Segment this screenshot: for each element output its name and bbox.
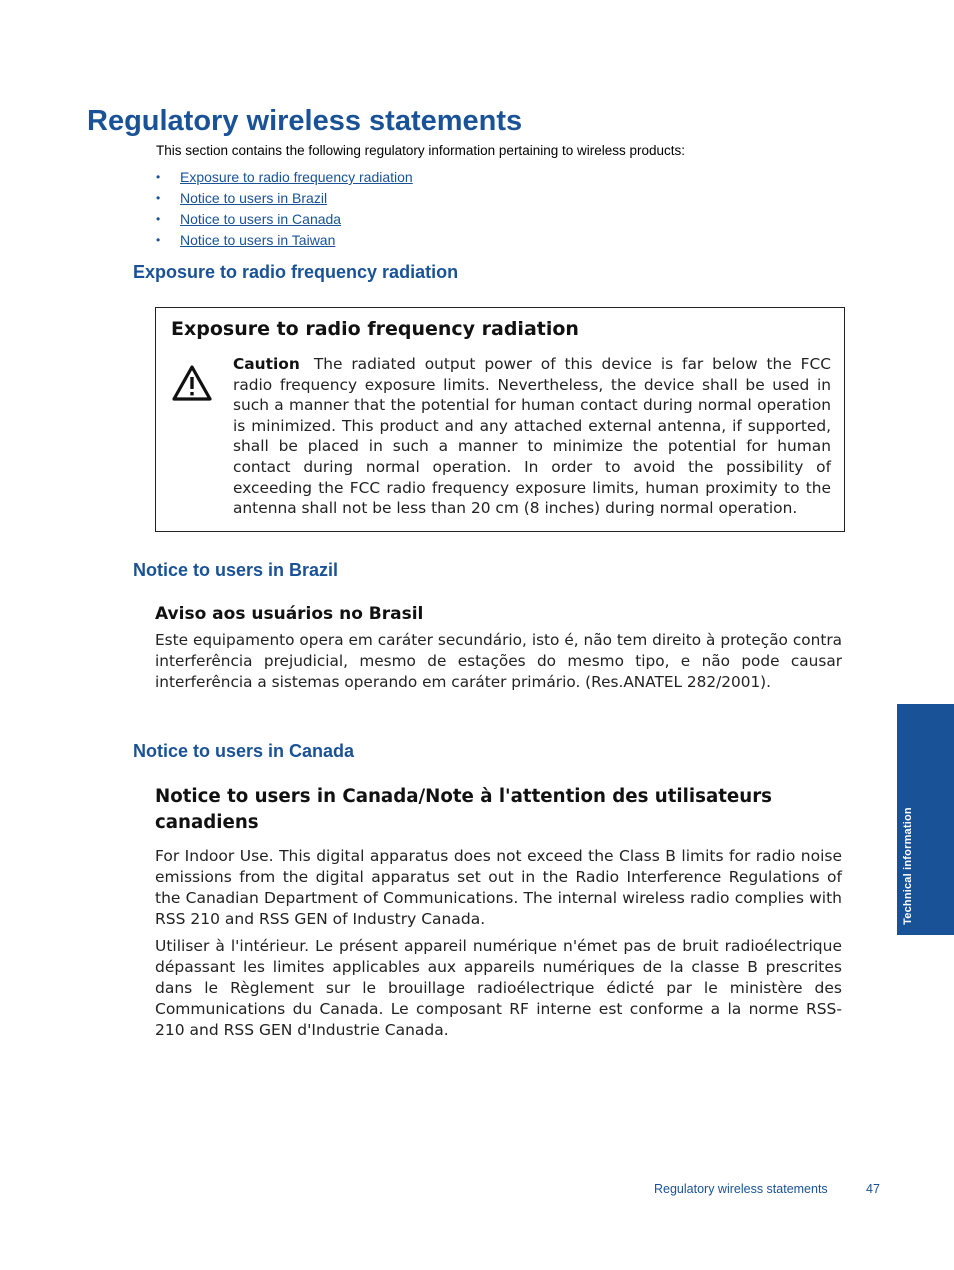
warning-triangle-icon <box>171 364 213 402</box>
brazil-notice-title: Aviso aos usuários no Brasil <box>155 604 424 624</box>
rf-box-title: Exposure to radio frequency radiation <box>171 318 579 340</box>
page-number: 47 <box>866 1182 880 1196</box>
chapter-side-tab <box>897 704 954 935</box>
brazil-notice <box>155 602 842 693</box>
toc-link-rf-exposure[interactable]: Exposure to radio frequency radiation <box>180 169 413 185</box>
rf-caution-paragraph <box>233 354 831 519</box>
section-heading-rf-exposure: Exposure to radio frequency radiation <box>133 262 459 282</box>
section-heading-canada: Notice to users in Canada <box>133 741 355 761</box>
intro-text: This section contains the following regulatory information pertaining to wireless products: <box>156 143 686 158</box>
footer-section-title: Regulatory wireless statements <box>654 1182 828 1196</box>
toc-list <box>156 168 413 252</box>
chapter-side-tab-label: Technical information <box>901 806 914 925</box>
canada-notice-text-english: For Indoor Use. This digital apparatus does not exceed the Class B limits for radio noise emissions from the digital apparatus set out in the Radio Interference Regulations of the Canadian Department of Communications. The internal wireless radio complies with RSS 210 and RSS GEN of Industry Canada. <box>155 847 842 928</box>
brazil-notice-text: Este equipamento opera em caráter secundário, isto é, não tem direito à proteção contra interferência prejudicial, mesmo de estações do mesmo tipo, e não pode causar interferência a sistemas operando em caráter primário. (Res.ANATEL 282/2001). <box>155 631 842 691</box>
canada-notice <box>155 784 842 1041</box>
bullet-icon: • <box>156 191 161 205</box>
canada-notice-title: Notice to users in Canada/Note à l'attention des utilisateurs canadiens <box>155 786 772 833</box>
toc-link-canada[interactable]: Notice to users in Canada <box>180 211 342 227</box>
toc-link-taiwan[interactable]: Notice to users in Taiwan <box>180 232 336 248</box>
toc-item <box>156 168 413 189</box>
toc-item <box>156 231 413 252</box>
toc-link-brazil[interactable]: Notice to users in Brazil <box>180 190 328 206</box>
bullet-icon: • <box>156 233 161 247</box>
bullet-icon: • <box>156 212 161 226</box>
toc-item <box>156 210 413 231</box>
caution-label: Caution <box>233 355 300 373</box>
page-title: Regulatory wireless statements <box>87 105 523 137</box>
canada-notice-text-french: Utiliser à l'intérieur. Le présent appareil numérique n'émet pas de bruit radioélectrique dépassant les limites applicables aux appareils numériques de la classe B prescrites dans le Règlement sur le brouillage radioélectrique édicté par le ministère des Communications du Canada. Le composant RF interne est conforme a la norme RSS-210 and RSS GEN d'Industrie Canada. <box>155 937 842 1039</box>
toc-item <box>156 189 413 210</box>
caution-text: The radiated output power of this device is far below the FCC radio frequency exposure limits. Nevertheless, the device shall be used in such a manner that the potential for human contact during normal operation is minimized. This product and any attached external antenna, if supported, shall be placed in such a manner to minimize the potential for human contact during normal operation. In order to avoid the possibility of exceeding the FCC radio frequency exposure limits, human proximity to the antenna shall not be less than 20 cm (8 inches) during normal operation. <box>233 355 831 518</box>
bullet-icon: • <box>156 170 161 184</box>
section-heading-brazil: Notice to users in Brazil <box>133 560 339 580</box>
rf-exposure-notice-box <box>155 307 845 532</box>
